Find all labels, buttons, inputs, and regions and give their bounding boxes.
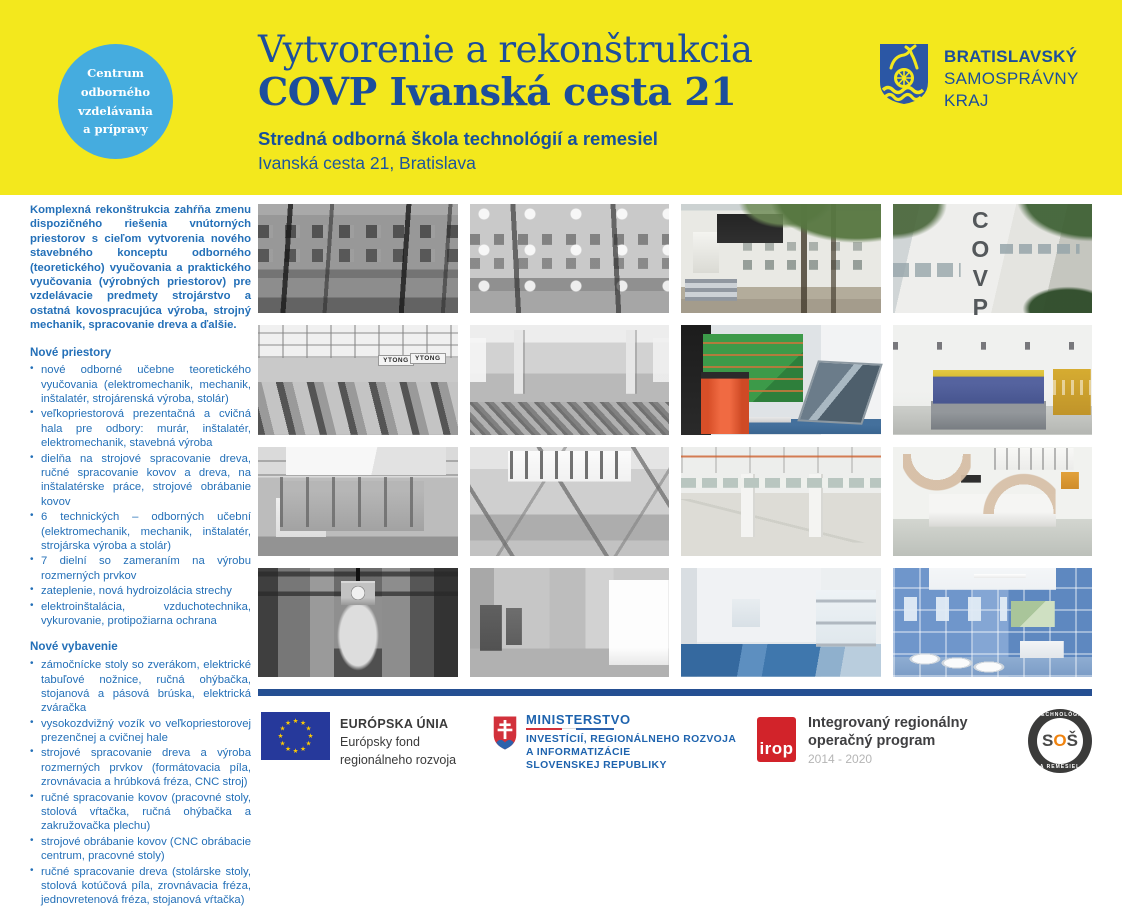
photo-corridor-bright (470, 568, 670, 677)
bsk-region-name: BRATISLAVSKÝ SAMOSPRÁVNY KRAJ (944, 47, 1079, 111)
svg-text:★: ★ (285, 719, 291, 727)
page-title-line2: COVP Ivanská cesta 21 (258, 68, 737, 114)
irop-label: Integrovaný regionálny operačný program 2014 - 2020 (808, 715, 968, 767)
svg-text:★: ★ (285, 745, 291, 753)
photo-grid (258, 204, 1092, 677)
solar-panel-detail (797, 361, 882, 426)
photo-corridor-clock (258, 568, 458, 677)
tricolor-underline (526, 728, 614, 730)
title-block (258, 30, 752, 174)
page-title-line1: Vytvorenie a rekonštrukcia (258, 28, 753, 71)
ministry-label: MINISTERSTVO INVESTÍCIÍ, REGIONÁLNEHO ROZVOJA A INFORMATIZÁCIE SLOVENSKEJ REPUBLIKY (526, 712, 737, 772)
photo-metal-shear (893, 325, 1093, 434)
photo-entrance-after (681, 204, 881, 313)
sos-school-logo (1028, 709, 1092, 773)
list-item: • strojové spracovanie dreva a výroba rozmerných prvkov (formátovacia píla, zrovnávacia a hrúbková fréza, CNC stroj) (30, 746, 251, 789)
school-address: Ivanská cesta 21, Bratislava (258, 153, 476, 174)
list-item: • dielňa na strojové spracovanie dreva, ručné spracovanie kovov a dreva, na inštalatérske práce, strojové obrábanie kovov (30, 452, 251, 510)
photo-bathroom-blue (893, 568, 1093, 677)
photo-workshop-before (258, 325, 458, 434)
irop-logo-icon: irop (757, 717, 796, 762)
sos-monogram: S O Š (1037, 718, 1083, 764)
footer-logos (0, 700, 1122, 788)
photo-wood-machines (893, 447, 1093, 556)
list-item: • zámočnícke stoly so zverákom, elektrické tabuľové nožnice, ručná ohýbačka, stojanová a pásová brúska, elektrická zváračka (30, 658, 251, 716)
eu-flag-icon (261, 712, 330, 760)
list-item: • nové odborné učebne teoretického vyučovania (elektromechanik, mechanik, inštalatér, strojárenská výroba, stolár) (30, 363, 251, 406)
section-heading-new-spaces: Nové priestory (30, 345, 112, 359)
ytong-banner: YTONG (378, 355, 414, 366)
covp-badge (58, 44, 173, 159)
list-item: • ručné spracovanie dreva (stolárske stoly, stolová kotúčová píla, zrovnávacia fréza, jednovretenová fréza, stojanová vŕtačka) (30, 865, 251, 908)
photo-corridor-blue (681, 568, 881, 677)
sos-arc-bottom-label: A REMESIEL (1039, 764, 1081, 770)
svg-text:★: ★ (277, 732, 284, 740)
photo-gutted-interior (470, 325, 670, 434)
photo-covp-facade (893, 204, 1093, 324)
footer-divider-bar (258, 689, 1092, 696)
sos-arc-top-label: TECHNOLÓGIÍ (1037, 712, 1083, 718)
ytong-banner: YTONG (410, 353, 446, 364)
svg-text:★: ★ (300, 745, 306, 753)
covp-facade-lettering: COVP (967, 207, 994, 324)
eu-fund-label: EURÓPSKA ÚNIA Európsky fond regionálneho rozvoja (340, 717, 457, 768)
svg-text:★: ★ (279, 739, 286, 748)
list-item: • ručné spracovanie kovov (pracovné stoly, stolová vŕtačka, ručná ohýbačka a zakružovačka plechu) (30, 791, 251, 834)
svg-text:★: ★ (300, 719, 306, 727)
photo-roof-trusses (470, 447, 670, 556)
section-heading-new-equipment: Nové vybavenie (30, 640, 118, 654)
list-item: • 7 dielní so zameraním na výrobu rozmerných prvkov (30, 554, 251, 583)
photo-exterior-before-2 (470, 204, 670, 313)
school-name: Stredná odborná škola technológií a remesiel (258, 128, 658, 150)
list-item: • 6 technických – odborných učební (elektromechanik, mechanik, inštalatér, strojárska výroba a stolár) (30, 510, 251, 553)
intro-paragraph: Komplexná rekonštrukcia zahŕňa zmenu dispozičného riešenia vnútorných priestorov s cieľom vytvorenia nového stavebného konceptu odborného (teoretického) vyučovania a praktického vyučovania (výrobných priestorov) pre vzdelávacie predmety strojárstvo a ostatná kovospracujúca výroba, strojný mechanik, spracovanie dreva a ďalšie. (30, 204, 251, 332)
bsk-shield-icon (878, 42, 930, 106)
photo-training-room (681, 325, 881, 434)
list-item: • veľkopriestorová prezentačná a cvičná hala pre odbory: murár, inštalatér, elektromechanik, stavebná výroba (30, 407, 251, 450)
svg-text:★: ★ (279, 724, 286, 733)
list-item: • zateplenie, nová hydroizolácia strechy (30, 584, 251, 598)
covp-badge-text: Centrum odborného vzdelávania a prípravy (78, 65, 153, 137)
sidebar (30, 203, 251, 909)
bsk-region-logo (878, 42, 1079, 112)
list-item: • strojové obrábanie kovov (CNC obrábacie centrum, pracovné stoly) (30, 835, 251, 864)
svg-text:★: ★ (292, 717, 299, 725)
svg-text:★: ★ (292, 747, 299, 755)
list-item: • vysokozdvižný vozík vo veľkopriestorovej prezenčnej a cvičnej hale (30, 717, 251, 746)
list-new-spaces (30, 363, 251, 628)
photo-renovated-hall (681, 447, 881, 556)
header (0, 0, 1122, 195)
list-item: • elektroinštalácia, vzduchotechnika, vykurovanie, protipožiarna ochrana (30, 600, 251, 629)
slovak-coat-of-arms-icon (492, 713, 518, 753)
photo-partition-walls (258, 447, 458, 556)
svg-text:★: ★ (305, 739, 312, 748)
svg-text:★: ★ (307, 732, 314, 740)
photo-exterior-before-1 (258, 204, 458, 313)
svg-text:★: ★ (305, 724, 312, 733)
